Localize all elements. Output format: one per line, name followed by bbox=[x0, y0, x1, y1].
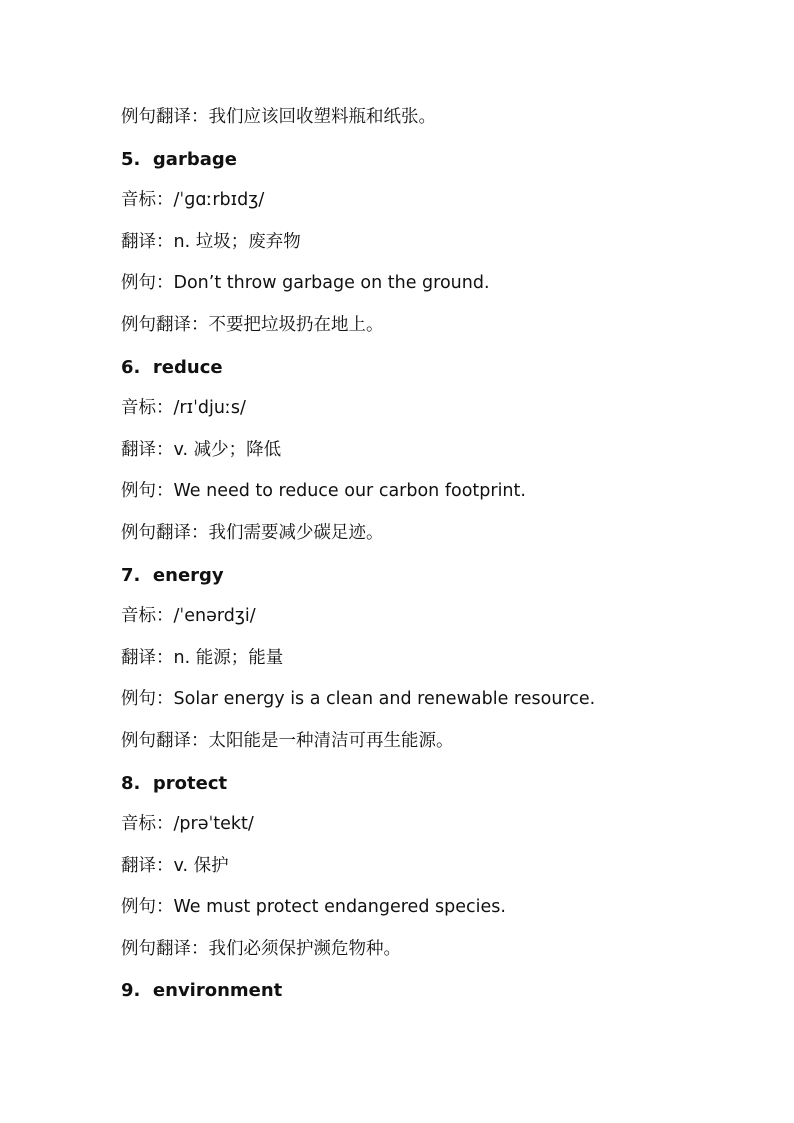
phonetic-label: 音标： bbox=[121, 814, 174, 835]
example-translation-text: 太阳能是一种清洁可再生能源。 bbox=[208, 730, 454, 751]
example-text: We must protect endangered species. bbox=[173, 897, 506, 918]
translation-label: 翻译： bbox=[121, 231, 174, 252]
word-title: reduce bbox=[152, 356, 223, 378]
phonetic-line bbox=[121, 180, 741, 222]
example-label: 例句： bbox=[121, 689, 174, 710]
example-translation-text: 不要把垃圾扔在地上。 bbox=[208, 314, 384, 335]
example-translation-line bbox=[121, 97, 741, 139]
translation-line bbox=[121, 846, 741, 888]
word-number: 5. bbox=[121, 148, 141, 170]
example-line bbox=[121, 679, 741, 721]
example-translation-label: 例句翻译： bbox=[121, 730, 209, 751]
example-translation-label: 例句翻译： bbox=[121, 938, 209, 959]
phonetic-text: /rɪˈdjuːs/ bbox=[173, 398, 246, 419]
example-translation-line bbox=[121, 929, 741, 971]
word-title: garbage bbox=[152, 148, 237, 170]
word-title: protect bbox=[152, 772, 228, 794]
example-text: Don’t throw garbage on the ground. bbox=[173, 273, 490, 294]
phonetic-text: /prəˈtekt/ bbox=[173, 814, 254, 835]
example-translation-label: 例句翻译： bbox=[121, 107, 209, 127]
translation-text: n. 能源；能量 bbox=[173, 647, 284, 668]
word-number: 8. bbox=[121, 772, 141, 794]
vocabulary-list bbox=[121, 97, 741, 1012]
phonetic-label: 音标： bbox=[121, 190, 174, 211]
example-translation-line bbox=[121, 305, 741, 347]
word-heading bbox=[121, 139, 741, 181]
phonetic-text: /ˈɡɑːrbɪdʒ/ bbox=[173, 190, 265, 211]
phonetic-label: 音标： bbox=[121, 398, 174, 419]
example-line bbox=[121, 263, 741, 305]
word-heading bbox=[121, 347, 741, 389]
phonetic-line bbox=[121, 388, 741, 430]
translation-text: v. 减少；降低 bbox=[173, 439, 282, 460]
example-line bbox=[121, 887, 741, 929]
phonetic-label: 音标： bbox=[121, 606, 174, 627]
example-label: 例句： bbox=[121, 481, 174, 502]
example-translation-label: 例句翻译： bbox=[121, 522, 209, 543]
word-title: environment bbox=[152, 980, 283, 1002]
translation-line bbox=[121, 222, 741, 264]
word-number: 7. bbox=[121, 564, 141, 586]
example-translation-text: 我们必须保护濒危物种。 bbox=[208, 938, 401, 959]
example-translation-text: 我们需要减少碳足迹。 bbox=[208, 522, 384, 543]
example-text: Solar energy is a clean and renewable resource. bbox=[173, 689, 596, 710]
phonetic-line bbox=[121, 596, 741, 638]
translation-label: 翻译： bbox=[121, 647, 174, 668]
example-translation-label: 例句翻译： bbox=[121, 314, 209, 335]
example-translation-text: 我们应该回收塑料瓶和纸张。 bbox=[208, 107, 436, 127]
translation-label: 翻译： bbox=[121, 439, 174, 460]
translation-line bbox=[121, 430, 741, 472]
word-heading bbox=[121, 970, 741, 1012]
example-translation-line bbox=[121, 721, 741, 763]
word-heading bbox=[121, 555, 741, 597]
example-label: 例句： bbox=[121, 273, 174, 294]
example-text: We need to reduce our carbon footprint. bbox=[173, 481, 526, 502]
word-title: energy bbox=[152, 564, 224, 586]
word-number: 9. bbox=[121, 980, 141, 1002]
translation-line bbox=[121, 638, 741, 680]
word-heading bbox=[121, 763, 741, 805]
example-line bbox=[121, 471, 741, 513]
example-label: 例句： bbox=[121, 897, 174, 918]
phonetic-text: /ˈenərdʒi/ bbox=[173, 606, 256, 627]
phonetic-line bbox=[121, 804, 741, 846]
example-translation-line bbox=[121, 513, 741, 555]
translation-text: n. 垃圾；废弃物 bbox=[173, 231, 301, 252]
word-number: 6. bbox=[121, 356, 141, 378]
translation-text: v. 保护 bbox=[173, 855, 229, 876]
translation-label: 翻译： bbox=[121, 855, 174, 876]
